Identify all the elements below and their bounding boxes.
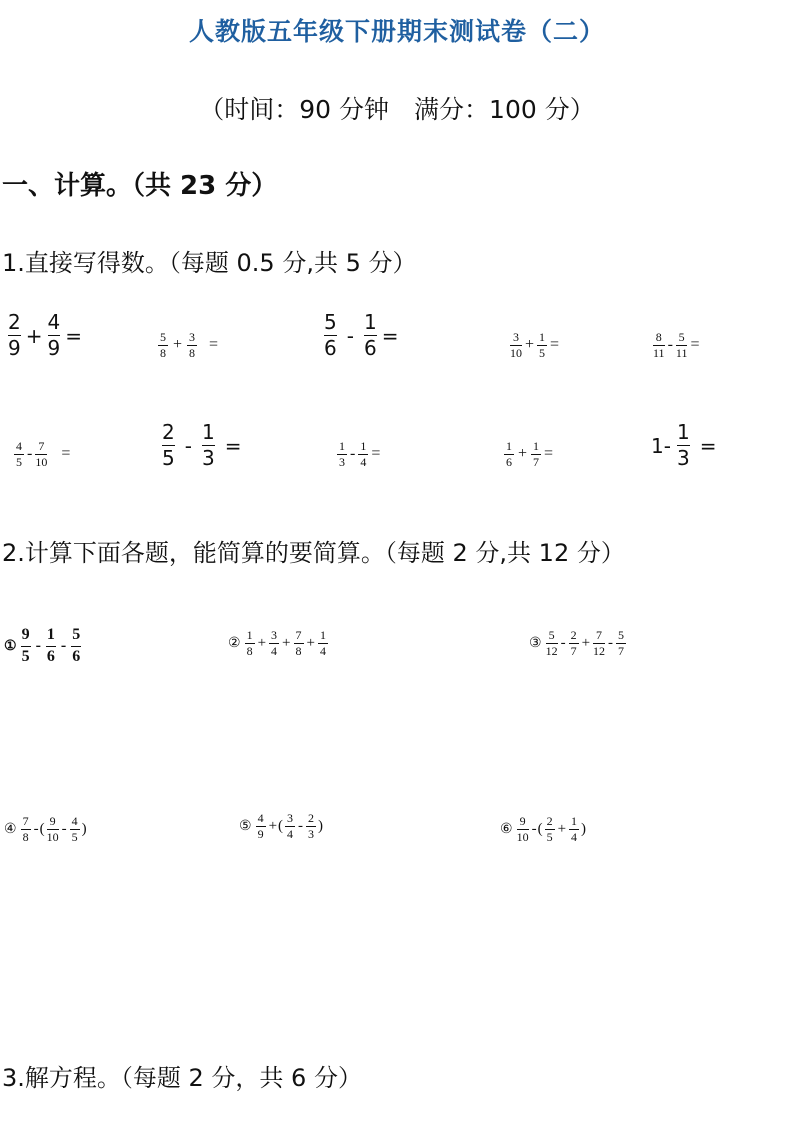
problem-2-1: ① $\frac{9}{5}$ - $\frac{1}{6}$ - $\frac{5}{6}$ bbox=[4, 626, 81, 665]
problem-2-2: ② $\frac{1}{8}$ + $\frac{3}{4}$ + $\frac{7}{8}$ + $\frac{1}{4}$ bbox=[228, 628, 326, 658]
problem-number: ① bbox=[4, 638, 17, 654]
problem-2-6: ⑥ $\frac{9}{10}$ - ( $\frac{2}{5}$ + $\frac{1}{4}$ ) bbox=[500, 814, 587, 844]
problem-2-3: ③ $\frac{5}{12}$ - $\frac{2}{7}$ + $\frac{7}{12}$ - $\frac{5}{7}$ bbox=[529, 628, 625, 658]
problem-number: ③ bbox=[529, 635, 542, 651]
problem-number: ④ bbox=[4, 821, 17, 837]
problem-1-2: $\frac{5}{8}$ + $\frac{3}{8}$ = bbox=[160, 330, 219, 360]
problem-number: ⑥ bbox=[500, 821, 513, 837]
section-heading-calculation: 一、计算。（共 23 分） bbox=[2, 171, 278, 201]
exam-info: （时间：90 分钟 满分：100 分） bbox=[199, 95, 595, 124]
question-1-heading: 1.直接写得数。（每题 0.5 分,共 5 分） bbox=[2, 249, 417, 277]
problem-1-3: $\frac{5}{6}$ - $\frac{1}{6}$ = bbox=[324, 310, 399, 360]
question-2-heading: 2.计算下面各题，能简算的要简算。（每题 2 分,共 12 分） bbox=[2, 539, 625, 567]
problem-1-7: $\frac{2}{5}$ - $\frac{1}{3}$ = bbox=[162, 420, 242, 470]
problem-1-8: $\frac{1}{3}$ - $\frac{1}{4}$ = bbox=[339, 439, 381, 469]
problem-1-4: $\frac{3}{10}$ + $\frac{1}{5}$ = bbox=[510, 330, 560, 360]
page-title: 人教版五年级下册期末测试卷（二） bbox=[188, 17, 605, 46]
problem-number: ② bbox=[228, 635, 241, 651]
problem-1-10: 1- $\frac{1}{3}$ = bbox=[651, 420, 717, 470]
question-3-heading: 3.解方程。（每题 2 分，共 6 分） bbox=[2, 1064, 362, 1092]
problem-2-5: ⑤ $\frac{4}{9}$ + ( $\frac{3}{4}$ - $\frac{2}{3}$ ) bbox=[239, 811, 324, 841]
problem-1-6: $\frac{4}{5}$ - $\frac{7}{10}$ = bbox=[16, 439, 71, 469]
problem-1-9: $\frac{1}{6}$ + $\frac{1}{7}$ = bbox=[506, 439, 554, 469]
problem-2-4: ④ $\frac{7}{8}$ - ( $\frac{9}{10}$ - $\frac{4}{5}$ ) bbox=[4, 814, 87, 844]
problem-1-1: $\frac{2}{9}$ + $\frac{4}{9}$ = bbox=[8, 310, 82, 360]
problem-number: ⑤ bbox=[239, 818, 252, 834]
problem-1-5: $\frac{8}{11}$ - $\frac{5}{11}$ = bbox=[653, 330, 700, 360]
